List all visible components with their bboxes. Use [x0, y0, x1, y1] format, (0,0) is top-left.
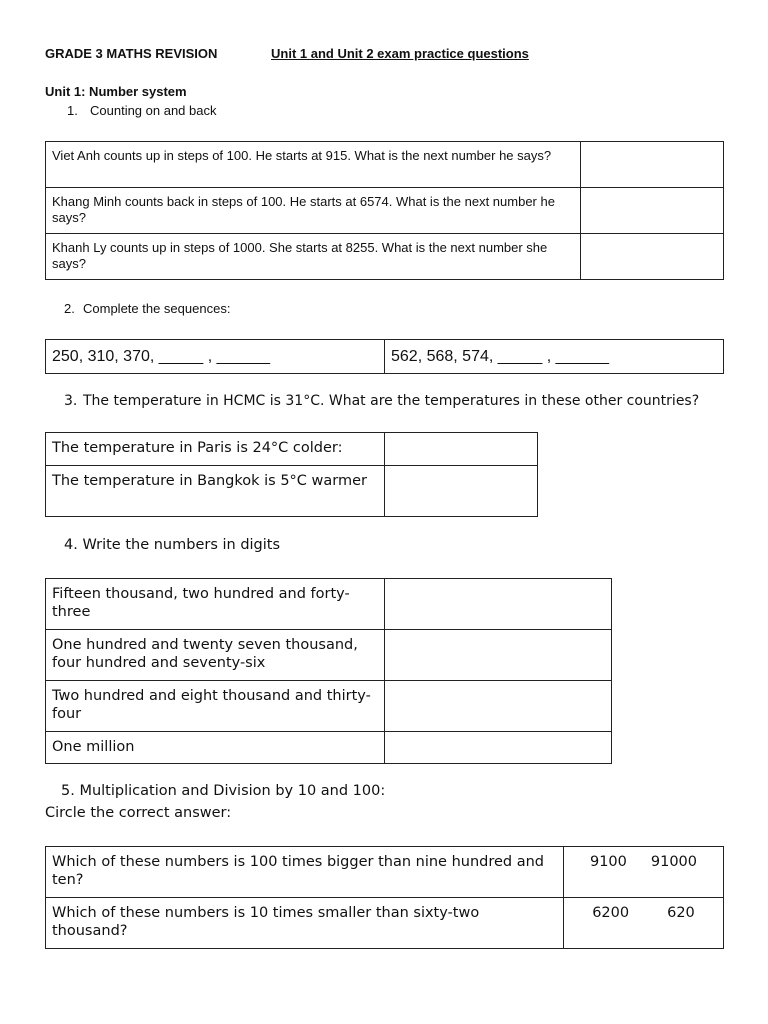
table-row	[46, 732, 612, 764]
question-3-number: 3.	[64, 393, 78, 409]
question-2-title: Complete the sequences:	[83, 301, 231, 316]
question-text: Two hundred and eight thousand and thirty-four	[52, 688, 371, 722]
temperature-table	[45, 432, 538, 517]
table-row	[46, 681, 612, 732]
table-row	[46, 433, 538, 466]
answer-cell[interactable]	[581, 142, 724, 188]
table-row	[46, 340, 724, 374]
worksheet-title: GRADE 3 MATHS REVISION	[45, 46, 218, 61]
sequence-text: 562, 568, 574, _____ , ______	[391, 347, 609, 365]
answer-cell[interactable]	[385, 630, 612, 681]
sequence-cell[interactable]	[385, 340, 724, 374]
table-row	[46, 579, 612, 630]
question-4-heading: 4. Write the numbers in digits	[64, 537, 281, 553]
counting-table	[45, 141, 724, 280]
question-1-number: 1.	[67, 103, 78, 118]
table-row	[46, 142, 724, 188]
question-text: The temperature in Bangkok is 5°C warmer	[52, 473, 367, 489]
question-text: Fifteen thousand, two hundred and forty-three	[52, 586, 350, 620]
question-5-heading: 5. Multiplication and Division by 10 and 100:	[61, 783, 386, 799]
answer-cell[interactable]	[385, 466, 538, 517]
table-row	[46, 234, 724, 280]
question-5-instruction: Circle the correct answer:	[45, 805, 232, 821]
answer-option[interactable]: 91000	[650, 854, 698, 870]
table-row	[46, 188, 724, 234]
table-row	[46, 466, 538, 517]
question-text: Viet Anh counts up in steps of 100. He starts at 915. What is the next number he says?	[52, 148, 552, 163]
question-text: One million	[52, 739, 135, 755]
answer-cell[interactable]	[385, 579, 612, 630]
question-text: The temperature in Paris is 24°C colder:	[52, 440, 343, 456]
digits-table	[45, 578, 612, 764]
answer-option[interactable]: 620	[667, 905, 695, 921]
answer-cell[interactable]	[385, 681, 612, 732]
answer-cell[interactable]	[581, 234, 724, 280]
worksheet-subtitle: Unit 1 and Unit 2 exam practice questions	[271, 46, 529, 61]
question-text: One hundred and twenty seven thousand, four hundred and seventy-six	[52, 637, 358, 671]
question-3-heading	[64, 393, 699, 409]
question-text: Which of these numbers is 10 times smaller than sixty-two thousand?	[52, 905, 480, 939]
table-row	[46, 630, 612, 681]
question-1-heading	[67, 103, 216, 118]
question-1-title: Counting on and back	[90, 103, 217, 118]
question-text: Khang Minh counts back in steps of 100. He starts at 6574. What is the next number he says?	[52, 194, 555, 225]
answer-cell[interactable]	[385, 732, 612, 764]
sequence-text: 250, 310, 370, _____ , ______	[52, 347, 270, 365]
unit-title: Unit 1: Number system	[45, 84, 187, 99]
multiplication-table	[45, 846, 724, 949]
table-row	[46, 847, 724, 898]
table-row	[46, 898, 724, 949]
answer-option[interactable]: 6200	[592, 905, 630, 921]
question-text: Which of these numbers is 100 times bigger than nine hundred and ten?	[52, 854, 545, 888]
answer-cell[interactable]	[385, 433, 538, 466]
answer-option[interactable]: 9100	[589, 854, 627, 870]
question-2-number: 2.	[64, 301, 75, 316]
sequence-cell[interactable]	[46, 340, 385, 374]
question-2-heading	[64, 301, 230, 316]
question-text: Khanh Ly counts up in steps of 1000. She starts at 8255. What is the next number she says?	[52, 240, 548, 271]
sequence-table	[45, 339, 724, 374]
answer-cell[interactable]	[581, 188, 724, 234]
question-3-title: The temperature in HCMC is 31°C. What are the temperatures in these other countries?	[83, 393, 700, 409]
